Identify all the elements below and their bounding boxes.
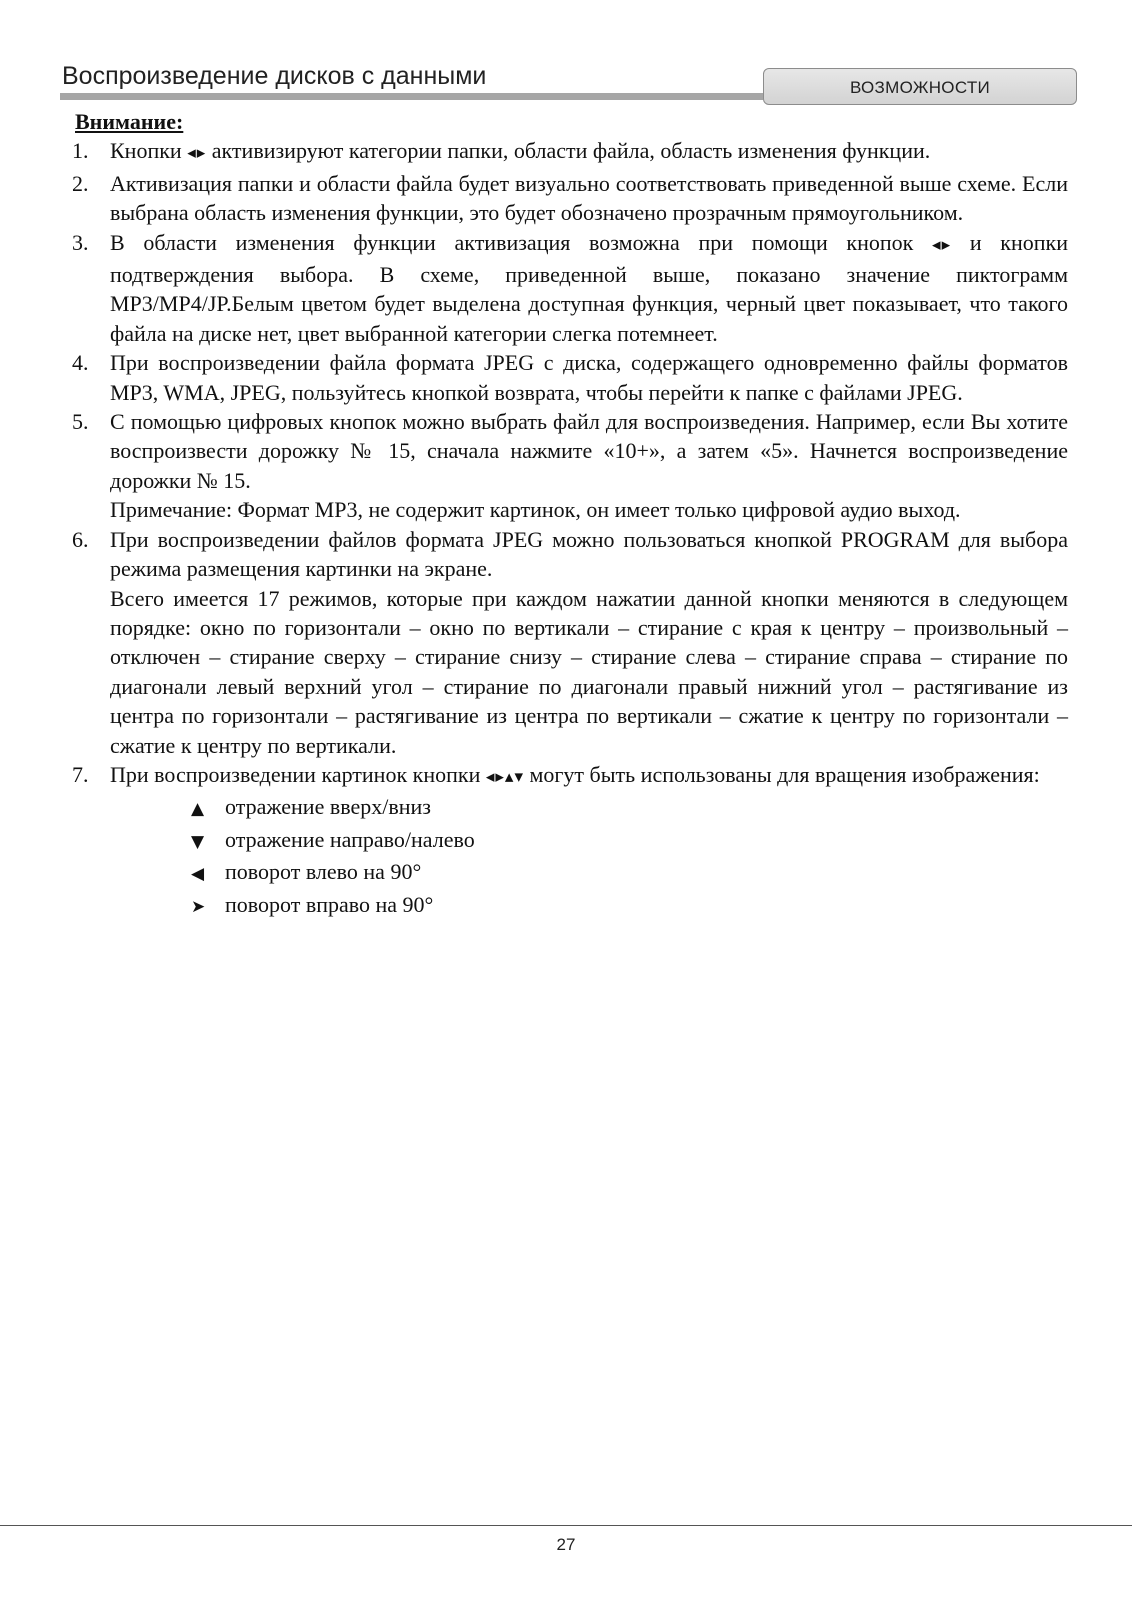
item-number: 2. <box>72 170 89 196</box>
rotation-option-text: поворот вправо на 90° <box>225 891 434 917</box>
item-note: Примечание: Формат MP3, не содержит картинок, он имеет только цифровой аудио выход. <box>110 497 961 523</box>
up-arrow-icon: ▲ <box>191 799 205 820</box>
list-item <box>72 169 1068 228</box>
header-rule <box>60 93 763 100</box>
right-arrow-icon: ➤ <box>191 896 206 917</box>
item-extra: Всего имеется 17 режимов, которые при каждом нажатии данной кнопки меняются в следующем порядке: окно по горизонтали – окно по вертикали – стирание с края к центру – произвольный – отключен – стирание сверху – стирание снизу – стирание слева – стирание справа – стирание по диагонали левый верхний угол – стирание по диагонали правый нижний угол – растягивание из центра по горизонтали – растягивание из центра по вертикали – сжатие к центру по горизонтали – сжатие к центру по вертикали. <box>110 585 1068 758</box>
left-right-arrows-icon: ◂▸ <box>187 143 207 164</box>
list-item <box>191 857 1068 889</box>
list-item <box>191 890 1068 922</box>
item-text-start: При воспроизведении картинок кнопки <box>110 761 486 787</box>
list-item <box>72 760 1068 792</box>
down-arrow-icon: ▼ <box>191 831 205 852</box>
left-arrow-icon: ◀ <box>191 864 205 885</box>
notes-content <box>72 107 1068 922</box>
section-title: Воспроизведение дисков с данными <box>62 62 487 90</box>
footer-rule <box>0 1525 1132 1526</box>
list-item <box>72 348 1068 407</box>
item-number: 3. <box>72 229 89 255</box>
left-right-arrows-icon: ◂▸ <box>932 234 952 255</box>
attention-heading: Внимание: <box>75 109 184 134</box>
notes-list <box>72 136 1068 792</box>
page-number: 27 <box>556 1535 576 1554</box>
item-text <box>110 136 1068 168</box>
list-item <box>72 407 1068 525</box>
rotation-option-text: отражение вверх/вниз <box>225 794 431 820</box>
list-item <box>191 825 1068 857</box>
rotation-option-text: поворот влево на 90° <box>225 859 422 885</box>
features-tab: ВОЗМОЖНОСТИ <box>763 68 1077 105</box>
item-text <box>110 760 1068 792</box>
item-text-start: Кнопки <box>110 138 188 164</box>
item-number: 5. <box>72 409 89 435</box>
item-text-end: и кнопки подтверждения выбора. В схеме, приведенной выше, показано значение пиктограмм MP3/MP4/JP.Белым цветом будет выделена доступная функция, черный цвет показывает, что такого файла на диске нет, цвет выбранной категории слегка потемнеет. <box>110 229 1068 346</box>
item-text-end: могут быть использованы для вращения изображения: <box>523 761 1040 787</box>
rotation-option-text: отражение направо/налево <box>225 826 475 852</box>
list-item <box>72 136 1068 168</box>
four-direction-arrows-icon: ◂▸▴▾ <box>485 766 524 787</box>
list-item <box>72 525 1068 760</box>
item-text: При воспроизведении файла формата JPEG с диска, содержащего одновременно файлы форматов MP3, WMA, JPEG, пользуйтесь кнопкой возврата, чтобы перейти к папке с файлами JPEG. <box>110 350 1068 405</box>
item-text-end: активизируют категории папки, области файла, область изменения функции. <box>206 138 931 164</box>
item-text: При воспроизведении файлов формата JPEG можно пользоваться кнопкой PROGRAM для выбора режима размещения картинки на экране. <box>110 526 1068 582</box>
list-item <box>191 792 1068 824</box>
item-number: 6. <box>72 526 89 552</box>
list-item <box>72 228 1068 349</box>
item-text <box>110 228 1068 349</box>
rotation-options-list <box>72 792 1068 922</box>
item-text: Активизация папки и области файла будет визуально соответствовать приведенной выше схеме. Если выбрана область изменения функции, это будет обозначено прозрачным прямоугольником. <box>110 170 1068 226</box>
item-number: 4. <box>72 350 89 376</box>
item-number: 1. <box>72 138 89 164</box>
item-text: С помощью цифровых кнопок можно выбрать файл для воспроизведения. Например, если Вы хотите воспроизвести дорожку № 15, сначала нажмите «10+», а затем «5». Начнется воспроизведение дорожки № 15. <box>110 409 1068 493</box>
item-number: 7. <box>72 761 89 787</box>
item-text-start: В области изменения функции активизация возможна при помощи кнопок <box>110 229 933 255</box>
